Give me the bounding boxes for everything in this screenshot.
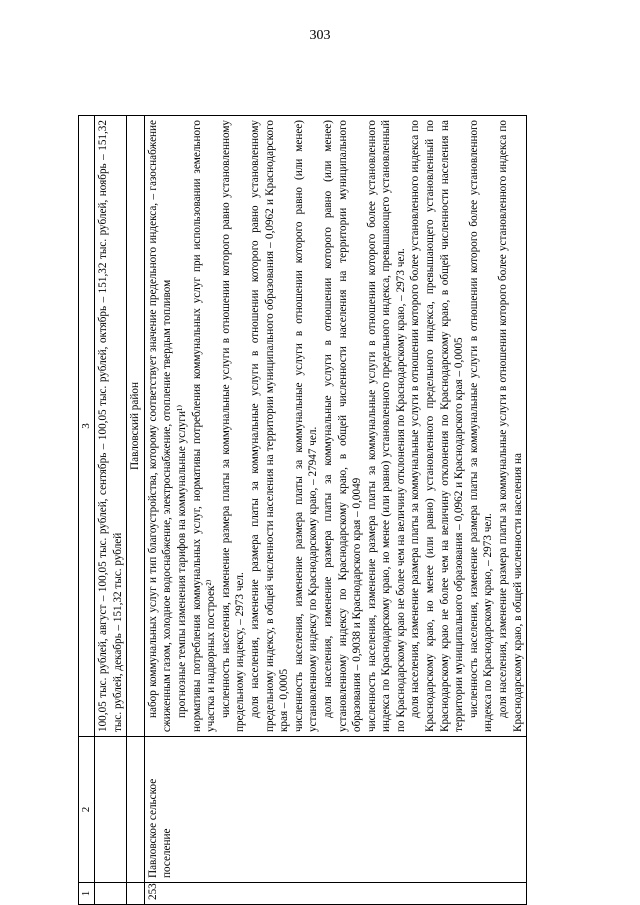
cell-empty <box>95 883 127 905</box>
paragraph: набор коммунальных услуг и тип благоустройства, которому соответствует значение предельного индекса, – газоснабжение сжиженным газом, холодное водоснабжение, электроснабжение, отопление твердым топливом <box>146 120 174 732</box>
cell-empty <box>95 737 127 883</box>
cell-empty <box>127 737 145 883</box>
header-col-2: 2 <box>79 737 95 883</box>
paragraph: доля населения, изменение размера платы за коммунальные услуги в отношении которого более установленного индекса по Краснодарскому краю, в общей численности населения на <box>497 120 524 732</box>
paragraph: численность населения, изменение размера платы за коммунальные услуги в отношении которого равно (или менее) установленному индексу по Краснодарскому краю, – 27947 чел. <box>292 120 320 732</box>
paragraph: доля населения, изменение размера платы за коммунальные услуги в отношении которого равно (или менее) установленному индексу по Краснодарскому краю, в общей численности населения на территории муниципального образования – 0,9038 и Краснодарского края – 0,0049 <box>321 120 364 732</box>
paragraph: доля населения, изменение размера платы за коммунальные услуги в отношении которого более установленного индекса по Краснодарскому краю, но менее (или равно) установленного предельного индекса, превышающего установленный по Краснодарскому краю не более чем на величину отклонения по Краснодарскому краю, в общей численности населения на территории муниципального образования – 0,0962 и Краснодарского края – 0,0005 <box>409 120 466 732</box>
paragraph: нормативы потребления коммунальных услуг, нормативы потребления коммунальных услуг при использовании земельного участка и надворных построек²⁾ <box>190 120 218 732</box>
entry-details <box>144 116 526 737</box>
header-col-3: 3 <box>79 116 95 737</box>
paragraph: численность населения, изменение размера платы за коммунальные услуги в отношении которого равно установленному предельному индексу, – 2973 чел. <box>219 120 247 732</box>
table-row-district <box>127 116 145 905</box>
paragraph: прогнозные темпы изменения тарифов на коммунальные услуги¹⁾ <box>175 404 188 718</box>
paragraph: численность населения, изменение размера платы за коммунальные услуги в отношении которого более установленного индекса по Краснодарскому краю, – 2973 чел. <box>467 120 495 732</box>
settlement-name: Павловское сельское поселение <box>144 737 526 883</box>
rotated-table-wrapper <box>78 115 598 905</box>
table-header-row <box>79 116 95 905</box>
cell-empty <box>127 883 145 905</box>
header-col-1: 1 <box>79 883 95 905</box>
continuation-text: 100,05 тыс. рублей, август – 100,05 тыс. рублей, сентябрь – 100,05 тыс. рублей, октябрь – 151,32 тыс. рублей, ноябрь – 151,32 тыс. рублей, декабрь – 151,32 тыс. рублей <box>95 116 127 737</box>
district-name: Павловский район <box>127 116 145 737</box>
paragraph: доля населения, изменение размера платы за коммунальные услуги в отношении которого равно установленному предельному индексу, в общей численности населения на территории муниципального образования – 0,0962 и Краснодарского края – 0,0005 <box>248 120 291 732</box>
paragraph: численность населения, изменение размера платы за коммунальные услуги в отношении которого более установленного индекса по Краснодарскому краю, но менее (или равно) установленного предельного индекса, превышающего установленный по Краснодарскому краю не более чем на величину отклонения по Краснодарскому краю, – 2973 чел. <box>365 120 407 732</box>
page-number: 303 <box>309 28 331 43</box>
tariff-table <box>78 115 527 905</box>
entry-number: 253 <box>144 883 526 905</box>
table-row-entry <box>144 116 526 905</box>
table-row-continuation <box>95 116 127 905</box>
